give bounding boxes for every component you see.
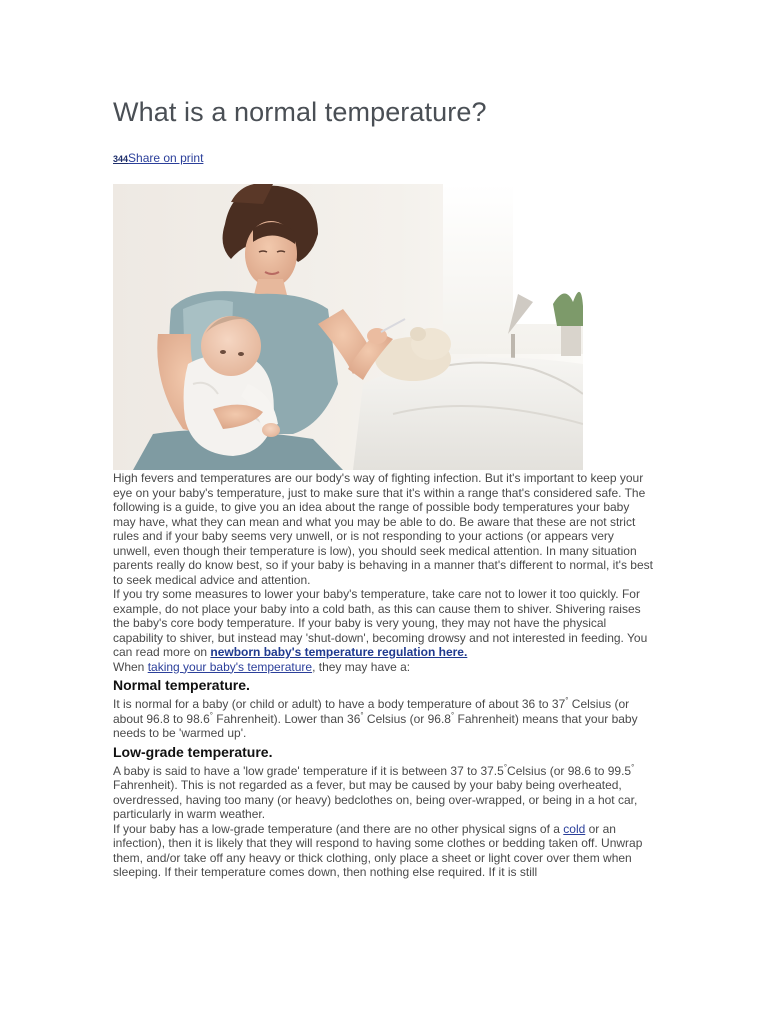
normal-text-5: Fahrenheit) means that your baby needs to be 'warmed up'.	[113, 711, 638, 740]
cold-link[interactable]: cold	[563, 821, 586, 836]
degree-symbol: °	[360, 710, 364, 720]
normal-temperature-heading: Normal temperature.	[113, 677, 250, 693]
newborn-temperature-regulation-link[interactable]: newborn baby's temperature regulation here.	[210, 645, 468, 659]
intro-paragraph-3-after: , they may have a:	[312, 659, 411, 674]
share-bar	[113, 151, 203, 165]
intro-paragraph-1: High fevers and temperatures are our body's way of fighting infection. But it's important to keep your eye on your baby's temperature, just to make sure that it's within a range that's considered safe. The following is a guide, to give you an idea about the range of possible body temperatures your baby may have, what they can mean and what you may be able to do. Be aware that these are not strict rules and if your baby seems very unwell, or is not responding to your actions (or appears very unwell, even though their temperature is low), you should seek medical attention. In many situation parents really do know best, so if your baby is behaving in a manner that's different to normal, it's best to seek medical advice and attention.	[113, 471, 653, 587]
article-body	[113, 471, 653, 880]
hero-photo	[113, 184, 583, 470]
low-grade-text-3: Fahrenheit). This is not regarded as a fever, but may be caused by your baby being overheated, overdressed, having too many (or heavy) bedclothes on, being over-wrapped, or being in a hot car, particularly in warm weather.	[113, 778, 638, 821]
page-title: What is a normal temperature?	[113, 97, 487, 127]
normal-text-2: Celsius (or about 96.8 to 98.6	[113, 697, 630, 726]
degree-symbol: °	[565, 696, 569, 705]
mother-baby-thermometer-image	[113, 184, 583, 470]
taking-temperature-link[interactable]: taking your baby's temperature	[147, 659, 313, 674]
degree-symbol: °	[209, 710, 213, 720]
intro-paragraph-2	[113, 587, 653, 660]
normal-text-1: It is normal for a baby (or child or adult) to have a body temperature of about 36 to 37	[113, 697, 566, 711]
low-grade-p2-after: or an infection), then it is likely that they will respond to having some clothes or bedding taken off. Unwrap them, and/or take off any heavy or thick clothing, only place a sheet or light cover over them when sleeping. If their temperature comes down, then nothing else required. If it is still	[113, 821, 643, 879]
degree-symbol: °	[450, 710, 455, 720]
low-grade-paragraph-1	[113, 764, 653, 822]
low-grade-text-2: Celsius (or 98.6 to 99.5	[507, 763, 632, 778]
low-grade-paragraph-2	[113, 822, 653, 880]
share-on-print-link[interactable]: Share on print	[128, 151, 204, 165]
low-grade-p2-before: If your baby has a low-grade temperature (and there are no other physical signs of a	[113, 821, 564, 836]
share-count[interactable]: 344	[113, 154, 129, 164]
intro-paragraph-3-before: When	[113, 659, 148, 674]
normal-temperature-paragraph	[113, 697, 653, 741]
intro-paragraph-2-text: If you try some measures to lower your baby's temperature, take care not to lower it too quickly. For example, do not place your baby into a cold bath, as this can cause them to shiver. Shivering raises the baby's core body temperature. If your baby is very young, they may not have the physical capability to shiver, but instead may 'shut-down', becoming drowsy and not interested in feeding. You can read more on	[113, 587, 648, 659]
intro-paragraph-3	[113, 660, 653, 675]
low-grade-text-1: A baby is said to have a 'low grade' temperature if it is between 37 to 37.5	[113, 763, 504, 778]
low-grade-temperature-heading: Low-grade temperature.	[113, 743, 273, 760]
degree-symbol: °	[503, 762, 508, 772]
normal-text-4: Celsius (or 96.8	[363, 711, 451, 726]
normal-text-3: Fahrenheit). Lower than 36	[212, 711, 361, 726]
degree-symbol: °	[631, 762, 635, 772]
